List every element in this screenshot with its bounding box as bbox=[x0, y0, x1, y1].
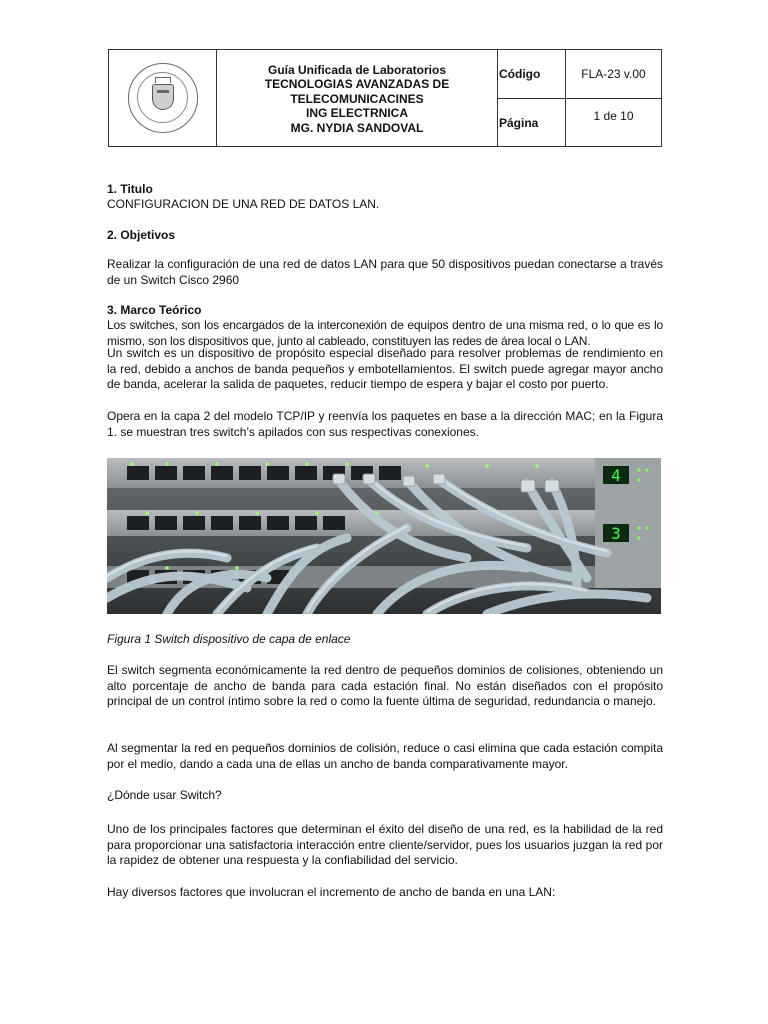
theory-paragraph: Un switch es un dispositivo de propósito especial diseñado para resolver problemas de rendimiento en la red, debido a anchos de banda pequeños y embotellamientos. El switch puede agregar mayor ancho de banda, acelerar la salida de paquetes, reducir tiempo de espera y bajar el costo por puerto. bbox=[107, 346, 663, 391]
body-paragraph: Hay diversos factores que involucran el incremento de ancho de banda en una LAN: bbox=[107, 885, 556, 899]
section-title-text: CONFIGURACION DE UNA RED DE DATOS LAN. bbox=[107, 197, 380, 211]
header-title-line: ING ELECTRNICA bbox=[306, 106, 408, 121]
figure-caption: Figura 1 Switch dispositivo de capa de enlace bbox=[107, 632, 351, 646]
theory-paragraph: Los switches, son los encargados de la interconexión de equipos dentro de una misma red, o lo que es lo mismo, son los dispositivos que, junto al cableado, constituyen las redes de área local o LAN. bbox=[107, 318, 663, 348]
section-theory-heading: 3. Marco Teórico bbox=[107, 303, 202, 317]
body-paragraph: El switch segmenta económicamente la red dentro de pequeños dominios de colisiones, obteniendo un alto porcentaje de ancho de banda para cada estación final. No están diseñados con el propósito principal de un control íntimo sobre la red o como la fuente última de seguridad, redundancia o manejo. bbox=[107, 663, 663, 708]
body-paragraph: Uno de los principales factores que determinan el éxito del diseño de una red, es la habilidad de la red para proporcionar una satisfactoria interacción entre cliente/servidor, pues los usuarios juzgan la red por la rapidez de obtener una respuesta y la confiabilidad del servicio. bbox=[107, 822, 663, 867]
stack-digit-top: 4 bbox=[611, 466, 621, 485]
header-title-line: MG. NYDIA SANDOVAL bbox=[290, 120, 424, 135]
header-label-column bbox=[498, 50, 566, 146]
header-title bbox=[217, 50, 498, 146]
switch-photo-illustration bbox=[107, 458, 661, 614]
header-title-line: TELECOMUNICACINES bbox=[290, 91, 424, 106]
stack-digit-bottom: 3 bbox=[611, 524, 621, 543]
codigo-value: FLA-23 v.00 bbox=[566, 50, 661, 99]
pagina-label: Página bbox=[499, 115, 539, 130]
pagina-value: 1 de 10 bbox=[593, 109, 634, 123]
body-paragraph: Al segmentar la red en pequeños dominios de colisión, reduce o casi elimina que cada estación compita por el medio, dando a cada una de ellas un ancho de banda comparativamente mayor. bbox=[107, 741, 663, 771]
header-title-line: Guía Unificada de Laboratorios bbox=[267, 62, 447, 77]
logo-cell bbox=[109, 50, 217, 146]
university-seal-icon bbox=[128, 63, 198, 133]
header-title-line: TECNOLOGIAS AVANZADAS DE bbox=[264, 77, 450, 92]
theory-paragraph: Opera en la capa 2 del modelo TCP/IP y reenvía los paquetes en base a la dirección MAC; en la Figura 1. se muestran tres switch’s apilados con sus respectivas conexiones. bbox=[107, 409, 663, 439]
body-question: ¿Dónde usar Switch? bbox=[107, 788, 222, 802]
section-title-heading: 1. Titulo bbox=[107, 182, 153, 196]
header-value-column bbox=[566, 50, 661, 146]
figure-switch-photo bbox=[107, 458, 661, 614]
codigo-label: Código bbox=[498, 50, 565, 99]
document-header-table bbox=[108, 49, 662, 147]
section-objectives-heading: 2. Objetivos bbox=[107, 228, 176, 242]
section-objectives-text: Realizar la configuración de una red de datos LAN para que 50 dispositivos puedan conectarse a través de un Switch Cisco 2960 bbox=[107, 257, 663, 287]
